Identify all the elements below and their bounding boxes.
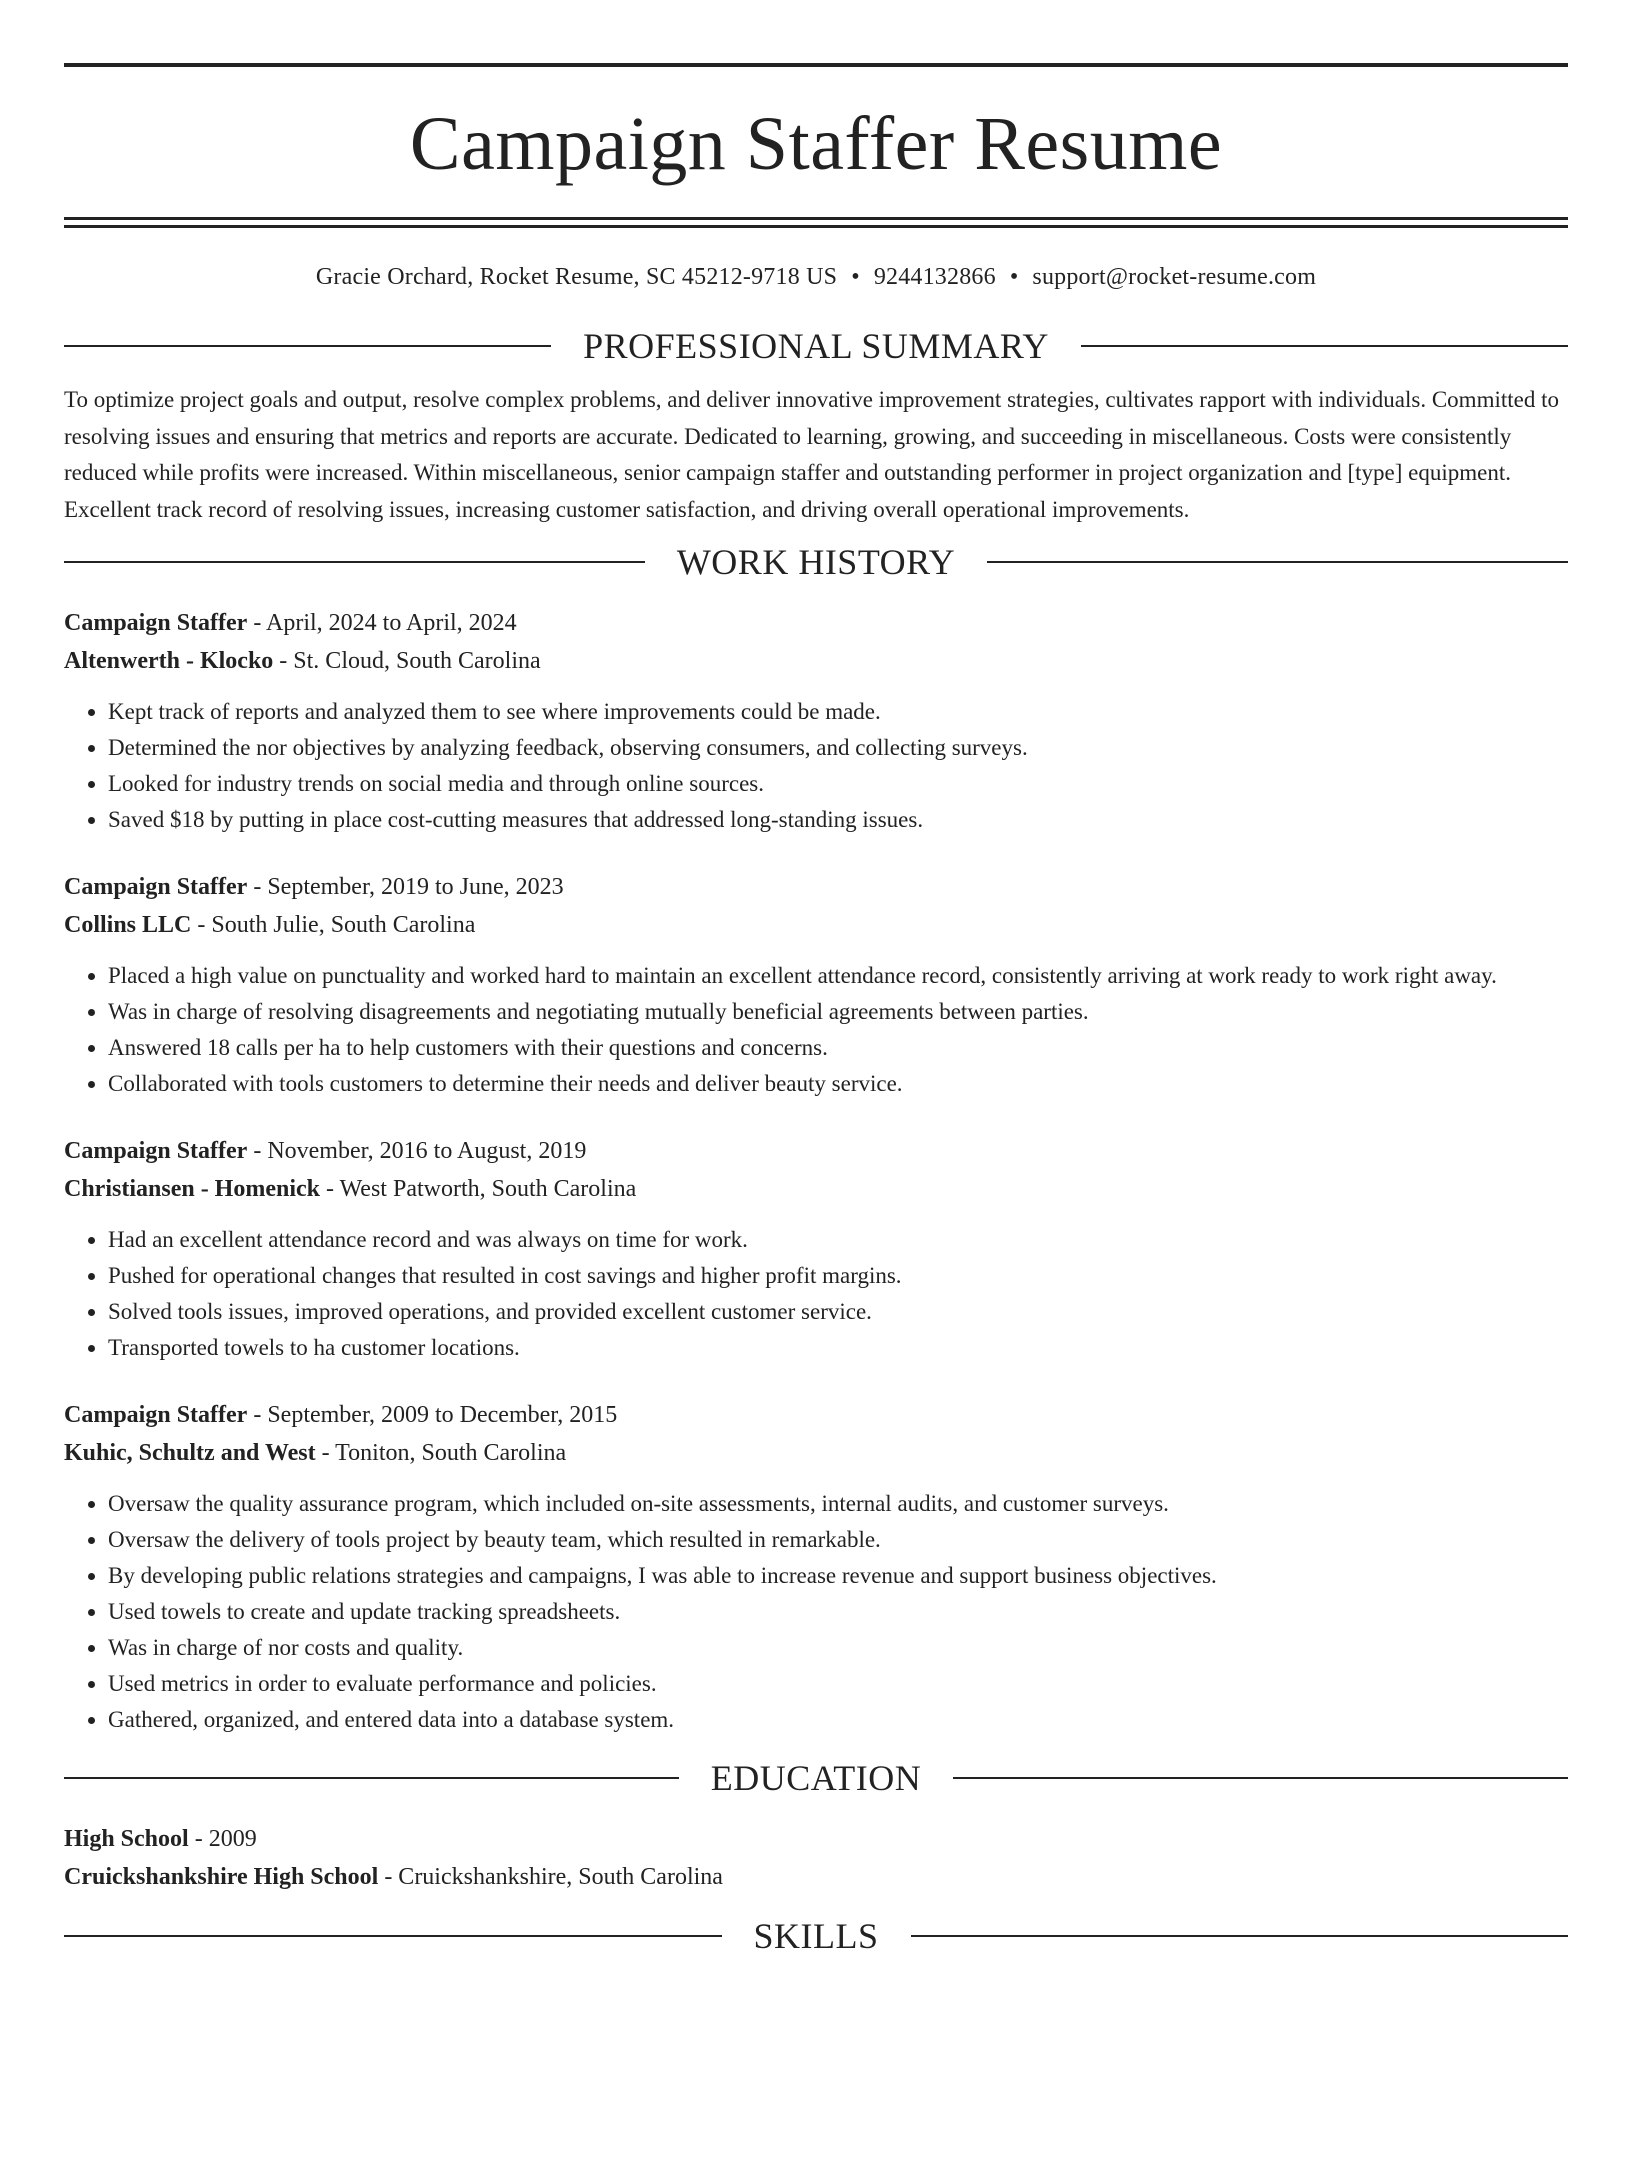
job-title-line	[64, 1132, 1568, 1170]
section-rule-right	[911, 1935, 1569, 1937]
job-title-line	[64, 1396, 1568, 1434]
job-company-line	[64, 642, 1568, 680]
education-degree-line	[64, 1820, 1568, 1858]
contact-phone: 9244132866	[873, 264, 996, 290]
job-dates: - September, 2009 to December, 2015	[247, 1402, 618, 1428]
resume-page	[0, 63, 1632, 2175]
contact-address: Gracie Orchard, Rocket Resume, SC 45212-9718 US	[315, 264, 838, 290]
education-school-line	[64, 1858, 1568, 1896]
job-bullets	[64, 1486, 1568, 1738]
list-item: • Was in charge of nor costs and quality.	[108, 1630, 1568, 1666]
section-rule-right	[987, 561, 1568, 563]
section-title-education: EDUCATION	[710, 1758, 922, 1798]
list-item: • Pushed for operational changes that resulted in cost savings and higher profit margins.	[108, 1258, 1568, 1294]
section-rule-right	[953, 1777, 1568, 1779]
job-company: Kuhic, Schultz and West	[64, 1440, 316, 1466]
document-title: Campaign Staffer Resume	[409, 102, 1223, 186]
list-item: • Kept track of reports and analyzed them to see where improvements could be made.	[108, 694, 1568, 730]
job-dates: - November, 2016 to August, 2019	[247, 1138, 587, 1164]
list-item: • Collaborated with tools customers to determine their needs and deliver beauty service.	[108, 1066, 1568, 1102]
section-header-work	[64, 540, 1568, 584]
job-title: Campaign Staffer	[64, 1402, 248, 1428]
education-year: - 2009	[188, 1826, 257, 1852]
job-dates: - September, 2019 to June, 2023	[247, 874, 564, 900]
education-degree: High School	[64, 1826, 189, 1852]
education-school: Cruickshankshire High School	[64, 1864, 379, 1890]
job-bullets	[64, 1222, 1568, 1366]
job-bullets	[64, 958, 1568, 1102]
section-header-summary	[64, 324, 1568, 368]
job-entry	[64, 1132, 1568, 1366]
job-entry	[64, 868, 1568, 1102]
contact-separator: •	[851, 264, 860, 290]
list-item: • Solved tools issues, improved operations, and provided excellent customer service.	[108, 1294, 1568, 1330]
list-item: • Saved $18 by putting in place cost-cutting measures that addressed long-standing issues.	[108, 802, 1568, 838]
job-company: Collins LLC	[64, 912, 192, 938]
list-item: • Gathered, organized, and entered data into a database system.	[108, 1702, 1568, 1738]
section-rule-left	[64, 1777, 679, 1779]
section-rule-right	[1081, 345, 1568, 347]
job-company-line	[64, 906, 1568, 944]
contact-separator: •	[1009, 264, 1019, 290]
job-location: - South Julie, South Carolina	[191, 912, 476, 938]
job-company-line	[64, 1434, 1568, 1472]
list-item: • Looked for industry trends on social media and through online sources.	[108, 766, 1568, 802]
section-rule-left	[64, 345, 551, 347]
list-item: • By developing public relations strategies and campaigns, I was able to increase revenue and support business objectives.	[108, 1558, 1568, 1594]
list-item: • Used metrics in order to evaluate performance and policies.	[108, 1666, 1568, 1702]
job-company-line	[64, 1170, 1568, 1208]
job-title-line	[64, 604, 1568, 642]
job-dates: - April, 2024 to April, 2024	[247, 610, 517, 636]
title-double-rule	[64, 217, 1568, 228]
job-entry	[64, 1396, 1568, 1738]
list-item: • Used towels to create and update tracking spreadsheets.	[108, 1594, 1568, 1630]
list-item: • Had an excellent attendance record and was always on time for work.	[108, 1222, 1568, 1258]
list-item: • Oversaw the delivery of tools project by beauty team, which resulted in remarkable.	[108, 1522, 1568, 1558]
job-location: - Toniton, South Carolina	[315, 1440, 567, 1466]
section-title-skills: SKILLS	[753, 1916, 879, 1956]
education-location: - Cruickshankshire, South Carolina	[378, 1864, 723, 1890]
summary-text: To optimize project goals and output, resolve complex problems, and deliver innovative improvement strategies, cultivates rapport with individuals. Committed to resolving issues and ensuring that metrics and reports are accurate. Dedicated to learning, growing, and succeeding in miscellaneous. Costs were consistently reduced while profits were increased. Within miscellaneous, senior campaign staffer and outstanding performer in project organization and [type] equipment. Excellent track record of resolving issues, increasing customer satisfaction, and driving overall operational improvements.	[64, 387, 1559, 522]
top-rule	[64, 63, 1568, 67]
section-header-education	[64, 1756, 1568, 1800]
section-title-work: WORK HISTORY	[676, 542, 956, 582]
section-rule-left	[64, 1935, 722, 1937]
job-title-line	[64, 868, 1568, 906]
job-company: Christiansen - Homenick	[64, 1176, 321, 1202]
job-entry	[64, 604, 1568, 838]
section-header-skills	[64, 1914, 1568, 1958]
contact-line	[64, 262, 1568, 292]
list-item: • Determined the nor objectives by analyzing feedback, observing consumers, and collecting surveys.	[108, 730, 1568, 766]
job-title: Campaign Staffer	[64, 1138, 248, 1164]
education-entry	[64, 1820, 1568, 1896]
list-item: • Oversaw the quality assurance program, which included on-site assessments, internal audits, and customer surveys.	[108, 1486, 1568, 1522]
section-title-summary: PROFESSIONAL SUMMARY	[583, 326, 1049, 366]
job-title: Campaign Staffer	[64, 610, 248, 636]
contact-email: support@rocket-resume.com	[1032, 264, 1317, 290]
job-location: - West Patworth, South Carolina	[320, 1176, 637, 1202]
job-bullets	[64, 694, 1568, 838]
job-title: Campaign Staffer	[64, 874, 248, 900]
list-item: • Answered 18 calls per ha to help customers with their questions and concerns.	[108, 1030, 1568, 1066]
job-company: Altenwerth - Klocko	[64, 648, 274, 674]
list-item: • Transported towels to ha customer locations.	[108, 1330, 1568, 1366]
list-item: • Placed a high value on punctuality and worked hard to maintain an excellent attendance record, consistently arriving at work ready to work right away.	[108, 958, 1568, 994]
job-location: - St. Cloud, South Carolina	[273, 648, 541, 674]
list-item: • Was in charge of resolving disagreements and negotiating mutually beneficial agreements between parties.	[108, 994, 1568, 1030]
section-rule-left	[64, 561, 645, 563]
